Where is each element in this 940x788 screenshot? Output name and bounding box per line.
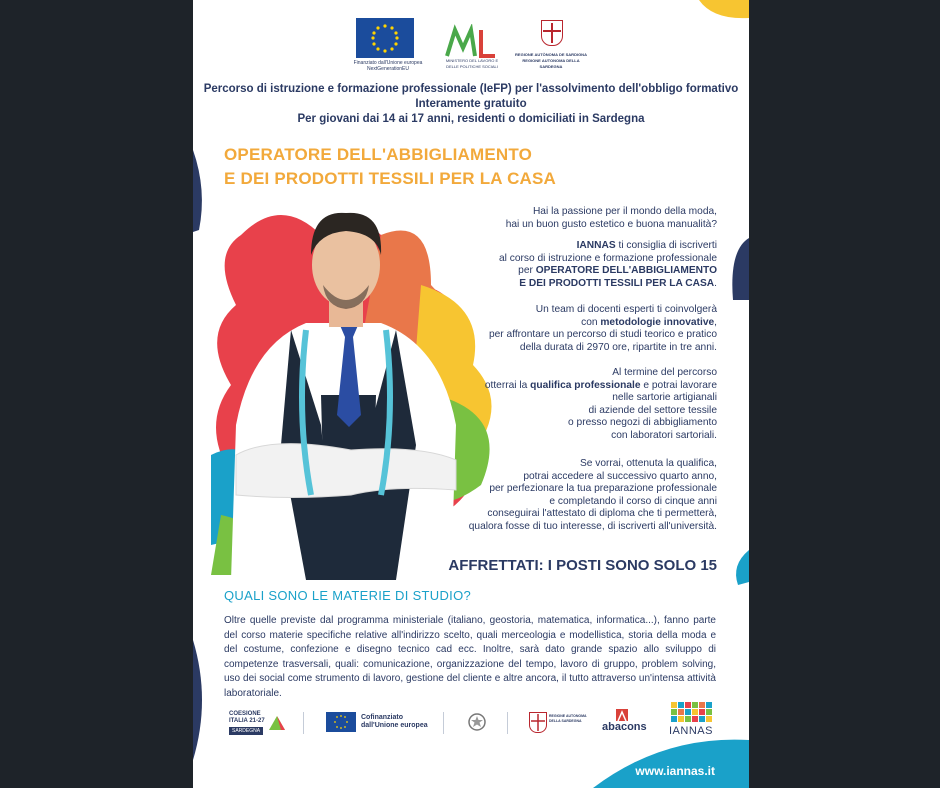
body-p5-l4: e completando il corso di cinque anni: [549, 495, 717, 507]
body-p3-l2-pre: con: [581, 316, 601, 328]
flyer-page: [193, 0, 749, 788]
body-p4-l1: Al termine del percorso: [612, 367, 717, 378]
cofinanziato-text-1: Cofinanziato: [361, 714, 403, 721]
body-p3-l2-bold: metodologie innovative: [600, 316, 715, 328]
abacons-mark-icon: [616, 709, 628, 721]
cofinanziato-text-2: dall'Unione europea: [361, 722, 428, 729]
materie-paragraph: Oltre quelle previste dal programma ministeriale (italiano, geostoria, matematica, informatica...), fanno parte del corso materie specifiche relative all'indirizzo scelto, quali merceologia e modellistica, storia della moda e del costume, confezione e disegno tecnico cad ecc. Inoltre, sarà dato grande spazio allo sviluppo di competenze trasversali, quali: comunicazione, organizzazione del tempo, lavoro di gruppo, problem solving, uso dei social come strumento di lavoro, gestione del cliente e altre ancora, il tutto attraverso un'intensa attività laboratoriale.: [224, 615, 716, 699]
ministero-caption: MINISTERO DEL LAVORO E DELLE POLITICHE SOCIALI: [445, 58, 499, 69]
intro-line-2: Interamente gratuito: [415, 98, 527, 110]
sardegna-crest-icon: [541, 20, 563, 46]
body-p4-l2-bold: qualifica professionale: [530, 379, 641, 391]
body-p4-l2: [485, 380, 717, 393]
sardegna-caption-2: REGIONE AUTONOMA DELLA SARDEGNA: [522, 58, 580, 69]
body-p5-l2: potrai accedere al successivo quarto anno,: [523, 470, 717, 482]
eu-caption: Finanziato dall'Unione europea: [353, 60, 423, 66]
eu-flag-small-icon: [326, 712, 356, 732]
affrettati-headline: AFFRETTATI: I POSTI SONO SOLO 15: [448, 557, 717, 574]
body-p4-l5: o presso negozi di abbigliamento: [568, 417, 717, 429]
sardegna-caption-1: REGIONE AUTÒNOMA DE SARDIGNA: [515, 52, 587, 57]
body-p2-l4-bold: E DEI PRODOTTI TESSILI PER LA CASA: [519, 277, 715, 289]
intro-line-3: Per giovani dai 14 ai 17 anni, residenti o domiciliati in Sardegna: [297, 113, 645, 125]
sardegna-small-caption: REGIONE AUTONOMA DELLA SARDEGNA: [549, 714, 587, 723]
body-p2-l4-rest: .: [714, 277, 717, 289]
body-p4-l3: nelle sartorie artigianali: [612, 392, 717, 404]
coesione-text-1: COESIONE: [229, 711, 261, 717]
body-p3-l3: per affrontare un percorso di studi teorico e pratico: [488, 329, 717, 341]
body-p1-l1: Hai la passione per il mondo della moda,: [532, 206, 717, 217]
eu-nextgen-caption: NextGenerationEU: [367, 66, 409, 72]
iannas-logo-text: IANNAS: [669, 725, 713, 737]
abacons-logo-text: abacons: [602, 721, 647, 733]
body-p5-l3: per perfezionare la tua preparazione professionale: [489, 483, 717, 495]
materie-title: QUALI SONO LE MATERIE DI STUDIO?: [224, 588, 472, 603]
coesione-logo: [229, 711, 265, 735]
coesione-text-2: ITALIA 21-27: [229, 718, 265, 724]
italian-emblem-icon: [468, 712, 486, 732]
body-p2-l1-rest: ti consiglia di iscriverti: [615, 240, 717, 251]
body-p3-l2: [489, 317, 717, 330]
intro-line-1: Percorso di istruzione e formazione professionale (IeFP) per l'assolvimento dell'obbligo formativo: [203, 83, 739, 95]
body-p2-l4: [499, 278, 717, 291]
course-title-line-2: E DEI PRODOTTI TESSILI PER LA CASA: [224, 169, 557, 188]
body-p2-l2: al corso di istruzione e formazione professionale: [498, 252, 717, 264]
body-p2-l3: [499, 265, 717, 278]
sardegna-crest-small-icon: [529, 712, 547, 733]
body-p3-l1: Un team di docenti esperti ti coinvolgerà: [535, 304, 717, 315]
body-p4-l2-pre: otterrai la: [484, 379, 531, 391]
body-p5-l5: conseguirai l'attestato di diploma che ti permetterà,: [487, 508, 717, 520]
body-p4-l6: con laboratori sartoriali.: [611, 429, 717, 441]
website-link[interactable]: www.iannas.it: [635, 764, 715, 778]
body-p1-l2: hai un buon gusto estetico e buona manualità?: [505, 218, 717, 230]
coesione-mark-icon: [267, 712, 287, 732]
course-title-line-1: OPERATORE DELL'ABBIGLIAMENTO: [224, 145, 533, 164]
body-p5-l1: Se vorrai, ottenuta la qualifica,: [579, 458, 717, 469]
body-p2-l1: [499, 240, 717, 253]
iannas-pattern-icon: [671, 702, 713, 722]
body-p2-l3-bold: OPERATORE DELL'ABBIGLIAMENTO: [535, 265, 717, 277]
body-p4-l2-rest: e potrai lavorare: [640, 379, 717, 391]
body-p3-l2-rest: ,: [714, 316, 717, 328]
body-p4-l4: di aziende del settore tessile: [588, 404, 717, 416]
iannas-bold: IANNAS: [576, 240, 616, 251]
body-p2-l3-pre: per: [518, 265, 536, 277]
body-p3-l4: della durata di 2970 ore, ripartite in tre anni.: [519, 341, 717, 353]
coesione-text-3: SARDEGNA: [229, 727, 263, 735]
body-p5-l6: qualora fosse di tuo interesse, di iscriverti all'università.: [468, 520, 717, 532]
person-illustration: [211, 195, 501, 580]
eu-flag-icon: [356, 18, 414, 58]
